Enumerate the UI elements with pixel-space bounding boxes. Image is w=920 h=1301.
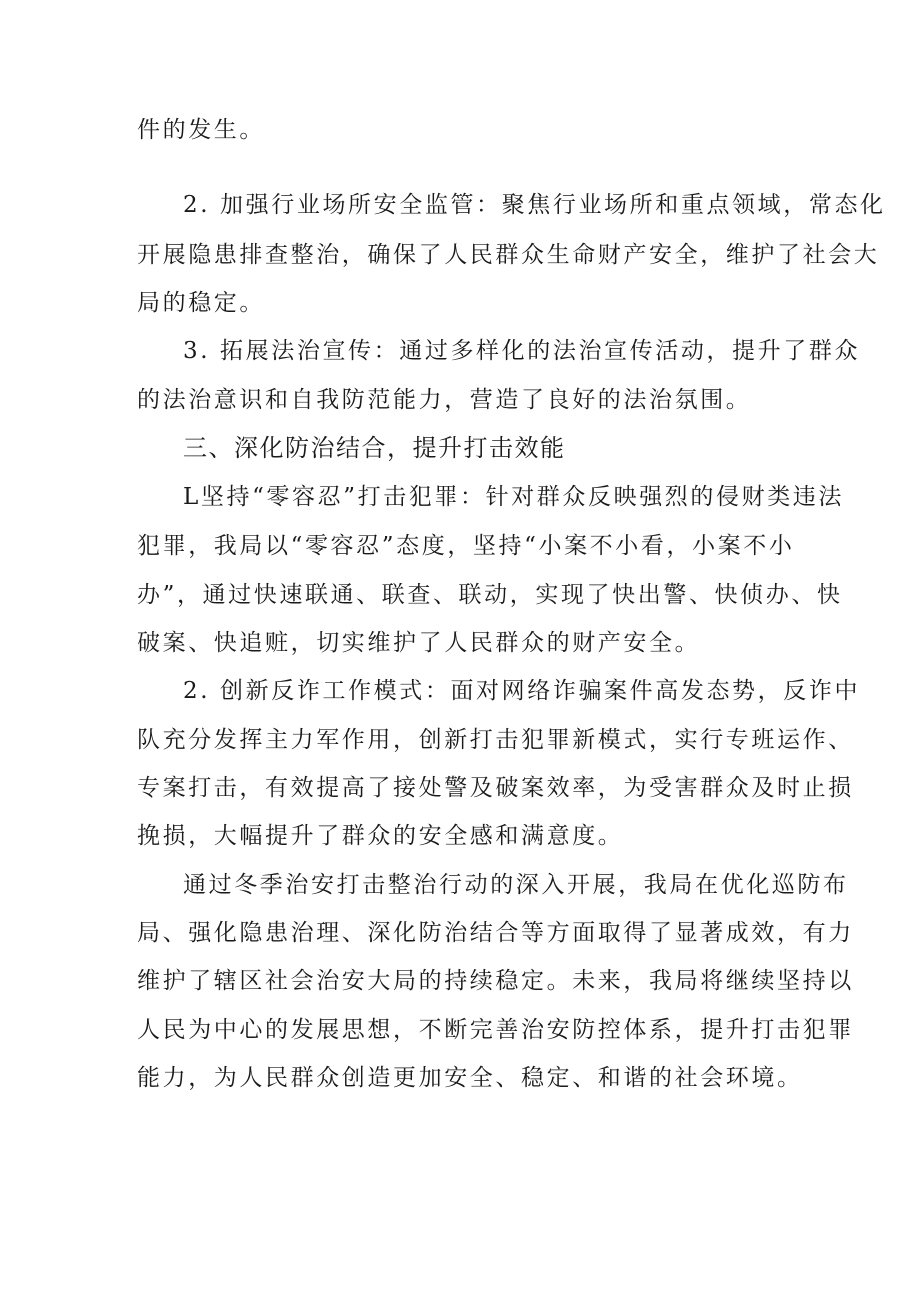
- paragraph-line: 破案、快追赃，切实维护了人民群众的财产安全。: [137, 630, 701, 656]
- paragraph-line: 2. 创新反诈工作模式：面对网络诈骗案件高发态势，反诈中: [183, 678, 861, 704]
- paragraph-line: 3. 拓展法治宣传：通过多样化的法治宣传活动，提升了群众: [183, 338, 861, 364]
- paragraph-line: 办”，通过快速联通、联查、联动，实现了快出警、快侦办、快: [137, 582, 843, 608]
- paragraph-line: 通过冬季治安打击整治行动的深入开展，我局在优化巡防布: [183, 872, 849, 898]
- paragraph-line: 局、强化隐患治理、深化防治结合等方面取得了显著成效，有力: [137, 920, 854, 946]
- paragraph-line: 能力，为人民群众创造更加安全、稳定、和谐的社会环境。: [137, 1065, 803, 1091]
- section-heading: 三、深化防治结合，提升打击效能: [183, 434, 566, 462]
- paragraph-line: 件的发生。: [137, 117, 265, 143]
- paragraph-line: 2. 加强行业场所安全监管：聚焦行业场所和重点领域，常态化: [183, 192, 886, 218]
- paragraph-line: 开展隐患排查整治，确保了人民群众生命财产安全，维护了社会大: [137, 242, 880, 268]
- paragraph-line: 人民为中心的发展思想，不断完善治安防控体系，提升打击犯罪: [137, 1017, 854, 1043]
- paragraph-line: 专案打击，有效提高了接处警及破案效率，为受害群众及时止损: [137, 775, 854, 801]
- paragraph-line: 维护了辖区社会治安大局的持续稳定。未来，我局将继续坚持以: [137, 968, 854, 994]
- paragraph-line: 犯罪，我局以“零容忍”态度，坚持“小案不小看，小案不小: [137, 533, 795, 559]
- paragraph-line: 挽损，大幅提升了群众的安全感和满意度。: [137, 823, 624, 849]
- paragraph-line: L坚持“零容忍”打击犯罪：针对群众反映强烈的侵财类违法: [183, 484, 844, 510]
- paragraph-line: 队充分发挥主力军作用，创新打击犯罪新模式，实行专班运作、: [137, 727, 854, 753]
- paragraph-line: 的法治意识和自我防范能力，营造了良好的法治氛围。: [137, 387, 752, 413]
- paragraph-line: 局的稳定。: [137, 290, 265, 316]
